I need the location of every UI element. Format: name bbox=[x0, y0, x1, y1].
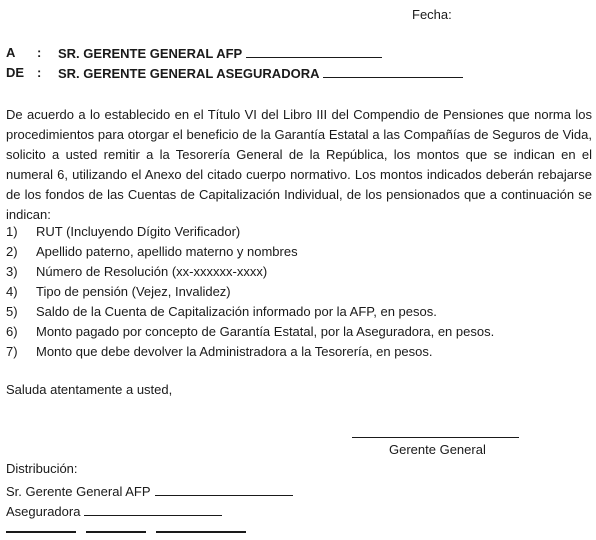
to-key: A bbox=[6, 45, 16, 60]
body-paragraph: De acuerdo a lo establecido en el Título VI del Libro III del Compendio de Pensiones que norma los procedimientos para otorgar el beneficio de la Garantía Estatal a las Compañías de Seguros de Vida, solicito a usted remitir a la Tesorería General de la República, los montos que se indican en el numeral 6, utilizando el Anexo del citado cuerpo normativo. Los montos indicados deberán rebajarse de los fondos de las Cuentas de Capitalización Individual, de los pensionados que a continuación se indican: bbox=[6, 107, 592, 222]
to-colon: : bbox=[37, 45, 42, 60]
cropped-next-line bbox=[0, 530, 596, 540]
list-item-text: Monto que debe devolver la Administradora a la Tesorería, en pesos. bbox=[36, 344, 433, 359]
date-label: Fecha: bbox=[412, 7, 452, 22]
distribution-line-insurer bbox=[6, 503, 222, 519]
to-recipient-text: SR. GERENTE GENERAL AFP bbox=[58, 46, 243, 61]
list-item-text: RUT (Incluyendo Dígito Verificador) bbox=[36, 224, 241, 239]
signature-title: Gerente General bbox=[389, 442, 486, 457]
distribution-label: Distribución: bbox=[6, 461, 78, 476]
distribution-line-afp bbox=[6, 483, 293, 499]
distribution-insurer-blank-line bbox=[84, 503, 222, 516]
list-item-number: 7) bbox=[6, 344, 18, 359]
signature-line bbox=[352, 437, 519, 438]
list-item-number: 3) bbox=[6, 264, 18, 279]
list-item-number: 1) bbox=[6, 224, 18, 239]
from-sender-text: SR. GERENTE GENERAL ASEGURADORA bbox=[58, 66, 320, 81]
from-sender-blank-line bbox=[323, 65, 463, 78]
cropped-next-line-fragment bbox=[6, 530, 596, 540]
list-item-text: Saldo de la Cuenta de Capitalización informado por la AFP, en pesos. bbox=[36, 304, 437, 319]
closing-salutation: Saluda atentamente a usted, bbox=[6, 382, 173, 397]
cropped-text-residue bbox=[6, 530, 306, 538]
list-item-text: Tipo de pensión (Vejez, Invalidez) bbox=[36, 284, 231, 299]
list-item-number: 2) bbox=[6, 244, 18, 259]
distribution-line-afp-text: Sr. Gerente General AFP bbox=[6, 484, 151, 499]
to-recipient-blank-line bbox=[246, 45, 382, 58]
distribution-line-insurer-text: Aseguradora bbox=[6, 504, 81, 519]
list-item-number: 6) bbox=[6, 324, 18, 339]
list-item-number: 5) bbox=[6, 304, 18, 319]
list-item-number: 4) bbox=[6, 284, 18, 299]
list-item-text: Monto pagado por concepto de Garantía Estatal, por la Aseguradora, en pesos. bbox=[36, 324, 495, 339]
from-colon: : bbox=[37, 65, 42, 80]
from-sender bbox=[58, 65, 463, 81]
distribution-afp-blank-line bbox=[155, 483, 293, 496]
list-item-text: Apellido paterno, apellido materno y nombres bbox=[36, 244, 298, 259]
from-key: DE bbox=[6, 65, 25, 80]
to-recipient bbox=[58, 45, 382, 61]
list-item-text: Número de Resolución (xx-xxxxxx-xxxx) bbox=[36, 264, 268, 279]
